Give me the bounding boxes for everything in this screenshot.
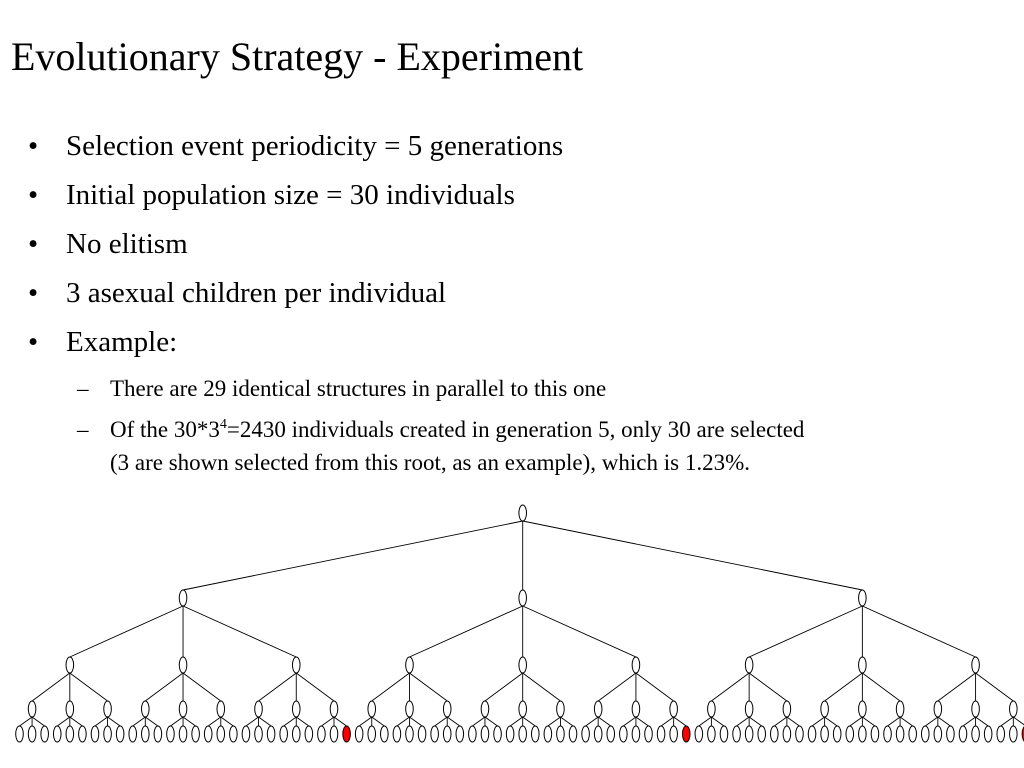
individual-node: [330, 726, 338, 742]
individual-node: [708, 726, 716, 742]
individual-node: [808, 726, 816, 742]
individual-node: [330, 701, 338, 717]
tree-edge: [598, 717, 611, 726]
tree-edge: [108, 717, 121, 726]
individual-node: [896, 726, 904, 742]
individual-node: [443, 726, 451, 742]
sub-bullet-text-line1: [110, 417, 804, 442]
individual-node: [670, 726, 678, 742]
individual-node: [594, 726, 602, 742]
individual-node: [783, 701, 791, 717]
tree-edge: [963, 717, 976, 726]
tree-edge: [636, 717, 649, 726]
sub-bullet-text-post: =2430 individuals created in generation 5, only 30 are selected: [226, 417, 805, 442]
individual-node: [745, 726, 753, 742]
tree-edge: [183, 606, 296, 657]
individual-node: [381, 726, 389, 742]
individual-node: [368, 726, 376, 742]
individual-node: [242, 726, 250, 742]
tree-edge: [523, 673, 561, 701]
tree-edge: [321, 717, 334, 726]
tree-edge: [95, 717, 108, 726]
individual-node: [519, 657, 527, 673]
tree-edge: [372, 717, 385, 726]
individual-node: [406, 657, 414, 673]
individual-node: [972, 657, 980, 673]
tree-edge: [397, 717, 410, 726]
individual-node: [733, 726, 741, 742]
tree-edge: [221, 717, 234, 726]
individual-node: [41, 726, 49, 742]
individual-node: [494, 726, 502, 742]
tree-edge: [623, 717, 636, 726]
sub-bullet-text-pre: Of the 30*3: [110, 417, 220, 442]
individual-node: [292, 701, 300, 717]
tree-edge: [674, 717, 687, 726]
tree-edge: [409, 717, 422, 726]
bullet-item: [0, 224, 1024, 264]
individual-node: [544, 726, 552, 742]
bullet-dot: •: [28, 277, 39, 309]
individual-node: [745, 657, 753, 673]
individual-node: [632, 726, 640, 742]
individual-node: [481, 701, 489, 717]
individual-node: [1010, 701, 1018, 717]
tree-edge: [246, 717, 259, 726]
individual-node: [984, 726, 992, 742]
individual-node: [53, 726, 61, 742]
tree-edge: [208, 717, 221, 726]
tree-edges: [20, 521, 1024, 726]
individual-node: [720, 726, 728, 742]
individual-node: [519, 726, 527, 742]
tree-edge: [485, 673, 523, 701]
individual-node: [179, 701, 187, 717]
tree-edge: [32, 673, 70, 701]
individual-node: [217, 701, 225, 717]
tree-edge: [32, 717, 45, 726]
individual-node: [456, 726, 464, 742]
individual-node: [745, 701, 753, 717]
tree-edge: [70, 606, 183, 657]
tree-edge: [598, 673, 636, 701]
individual-node: [934, 726, 942, 742]
individual-node: [28, 701, 36, 717]
individual-node: [28, 726, 36, 742]
individual-node: [947, 726, 955, 742]
individual-node: [217, 726, 225, 742]
individual-node: [255, 726, 263, 742]
individual-node: [871, 726, 879, 742]
tree-edge: [774, 717, 787, 726]
individual-node: [66, 657, 74, 673]
exponent: 4: [219, 417, 227, 432]
individual-node: [582, 726, 590, 742]
individual-node: [66, 726, 74, 742]
individual-node: [142, 701, 150, 717]
tree-edge: [296, 717, 309, 726]
tree-edge: [1001, 717, 1014, 726]
individual-node: [469, 726, 477, 742]
individual-node: [708, 701, 716, 717]
tree-edge: [560, 717, 573, 726]
individual-node: [418, 726, 426, 742]
tree-edge: [586, 717, 599, 726]
sub-bullet-dash: –: [77, 376, 89, 401]
individual-node: [255, 701, 263, 717]
population-tree: [0, 500, 1024, 768]
bullet-text: Example:: [66, 326, 178, 358]
individual-node: [557, 726, 565, 742]
individual-node: [859, 590, 867, 606]
bullet-text: No elitism: [66, 228, 188, 260]
bullet-dot: •: [28, 130, 39, 162]
individual-node: [129, 726, 137, 742]
tree-edge: [900, 717, 913, 726]
individual-node: [179, 590, 187, 606]
bullet-list: [0, 126, 1024, 371]
tree-edge: [523, 521, 863, 590]
individual-node: [355, 726, 363, 742]
sub-bullet-text-line2: (3 are shown selected from this root, as an example), which is 1.23%.: [110, 450, 750, 475]
individual-node: [859, 701, 867, 717]
individual-node: [192, 726, 200, 742]
tree-edge: [435, 717, 448, 726]
individual-node: [758, 726, 766, 742]
individual-node: [519, 505, 527, 521]
tree-edge: [259, 673, 297, 701]
tree-edge: [548, 717, 561, 726]
individual-node: [204, 726, 212, 742]
individual-node: [645, 726, 653, 742]
tree-edge: [57, 717, 70, 726]
individual-node: [821, 726, 829, 742]
individual-node: [859, 657, 867, 673]
individual-node: [972, 701, 980, 717]
tree-edge: [284, 717, 297, 726]
individual-node: [607, 726, 615, 742]
tree-edge: [888, 717, 901, 726]
individual-node: [305, 726, 313, 742]
tree-edge: [170, 717, 183, 726]
individual-node: [406, 701, 414, 717]
bullet-text: Initial population size = 30 individuals: [66, 179, 515, 211]
individual-node: [934, 701, 942, 717]
tree-edge: [70, 717, 83, 726]
tree-edge: [20, 717, 33, 726]
individual-node: [783, 726, 791, 742]
tree-edge: [296, 673, 334, 701]
tree-edge: [183, 521, 523, 590]
bullet-item: [0, 175, 1024, 215]
sub-bullet-dash: –: [77, 417, 89, 442]
individual-node: [481, 726, 489, 742]
individual-node: [179, 726, 187, 742]
individual-node: [292, 726, 300, 742]
tree-edge: [749, 717, 762, 726]
individual-node: [859, 726, 867, 742]
individual-node: [569, 726, 577, 742]
bullet-text: 3 asexual children per individual: [66, 277, 447, 309]
tree-edge: [409, 606, 522, 657]
tree-edge: [183, 673, 221, 701]
individual-node: [959, 726, 967, 742]
bullet-item: [0, 126, 1024, 166]
individual-node: [519, 590, 527, 606]
tree-edge: [862, 606, 975, 657]
tree-edge: [359, 717, 372, 726]
individual-node: [16, 726, 24, 742]
individual-node: [997, 726, 1005, 742]
individual-node: [267, 726, 275, 742]
individual-node: [104, 726, 112, 742]
tree-edge: [70, 673, 108, 701]
tree-edge: [372, 673, 410, 701]
tree-edge: [485, 717, 498, 726]
individual-node: [154, 726, 162, 742]
tree-edge: [447, 717, 460, 726]
tree-edge: [812, 717, 825, 726]
individual-node: [280, 726, 288, 742]
slide-title: Evolutionary Strategy - Experiment: [11, 34, 584, 79]
tree-nodes: [16, 505, 1024, 742]
individual-node: [368, 701, 376, 717]
individual-node: [632, 701, 640, 717]
individual-node: [142, 726, 150, 742]
individual-node: [167, 726, 175, 742]
individual-node: [670, 701, 678, 717]
tree-edge: [749, 606, 862, 657]
individual-node: [230, 726, 238, 742]
tree-edge: [749, 673, 787, 701]
individual-node: [796, 726, 804, 742]
bullet-dot: •: [28, 179, 39, 211]
tree-edge: [850, 717, 863, 726]
individual-node: [179, 657, 187, 673]
individual-node: [91, 726, 99, 742]
tree-edge: [862, 717, 875, 726]
tree-edge: [409, 673, 447, 701]
individual-node: [972, 726, 980, 742]
tree-edge: [1013, 717, 1024, 726]
bullet-item: [0, 322, 1024, 362]
sub-bullet-item: [0, 413, 1024, 479]
bullet-dot: •: [28, 326, 39, 358]
sub-bullet-text: There are 29 identical structures in parallel to this one: [110, 376, 607, 401]
bullet-dot: •: [28, 228, 39, 260]
individual-node: [909, 726, 917, 742]
individual-node: [1010, 726, 1018, 742]
tree-edge: [825, 673, 863, 701]
tree-diagram: [0, 500, 1024, 768]
individual-node: [846, 726, 854, 742]
tree-edge: [334, 717, 347, 726]
bullet-item: [0, 273, 1024, 313]
individual-node: [833, 726, 841, 742]
individual-node: [443, 701, 451, 717]
individual-node: [431, 726, 439, 742]
individual-node: [695, 726, 703, 742]
individual-node: [393, 726, 401, 742]
tree-edge: [636, 673, 674, 701]
individual-node: [292, 657, 300, 673]
tree-edge: [825, 717, 838, 726]
tree-edge: [976, 717, 989, 726]
individual-node: [620, 726, 628, 742]
individual-node: [884, 726, 892, 742]
individual-node: [821, 701, 829, 717]
selected-individual-node: [682, 726, 690, 742]
tree-edge: [523, 717, 536, 726]
individual-node: [519, 701, 527, 717]
sub-bullet-item: [0, 372, 1024, 405]
individual-node: [594, 701, 602, 717]
individual-node: [116, 726, 124, 742]
tree-edge: [862, 673, 900, 701]
tree-edge: [259, 717, 272, 726]
individual-node: [406, 726, 414, 742]
individual-node: [506, 726, 514, 742]
tree-edge: [472, 717, 485, 726]
tree-edge: [938, 717, 951, 726]
individual-node: [104, 701, 112, 717]
tree-edge: [523, 606, 636, 657]
tree-edge: [787, 717, 800, 726]
individual-node: [771, 726, 779, 742]
tree-edge: [145, 673, 183, 701]
tree-edge: [737, 717, 750, 726]
tree-edge: [510, 717, 523, 726]
tree-edge: [938, 673, 976, 701]
individual-node: [318, 726, 326, 742]
individual-node: [66, 701, 74, 717]
tree-edge: [925, 717, 938, 726]
tree-edge: [661, 717, 674, 726]
tree-edge: [699, 717, 712, 726]
sub-bullet-list: [0, 372, 1024, 479]
selected-individual-node: [343, 726, 351, 742]
tree-edge: [133, 717, 146, 726]
individual-node: [531, 726, 539, 742]
tree-edge: [711, 717, 724, 726]
individual-node: [557, 701, 565, 717]
individual-node: [657, 726, 665, 742]
tree-edge: [976, 673, 1014, 701]
tree-edge: [183, 717, 196, 726]
individual-node: [79, 726, 87, 742]
bullet-text: Selection event periodicity = 5 generations: [66, 130, 564, 162]
tree-edge: [145, 717, 158, 726]
individual-node: [632, 657, 640, 673]
individual-node: [921, 726, 929, 742]
individual-node: [896, 701, 904, 717]
tree-edge: [711, 673, 749, 701]
